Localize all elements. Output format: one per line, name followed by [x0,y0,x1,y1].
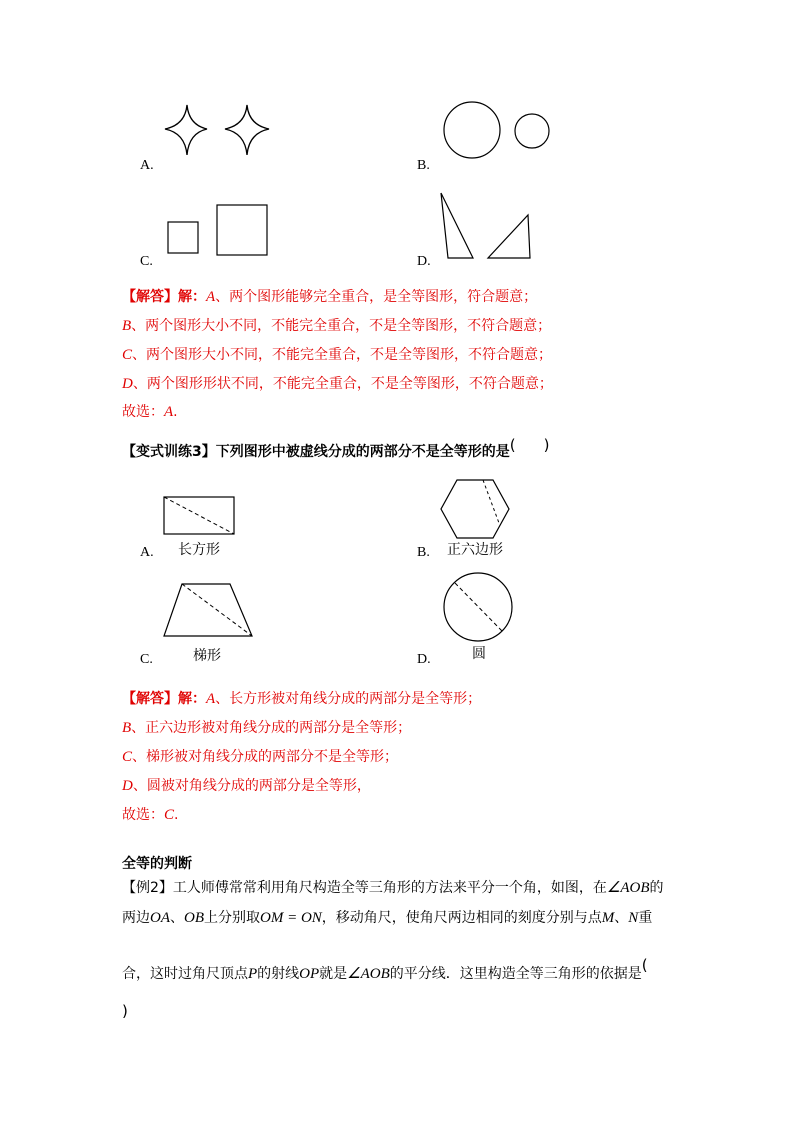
q1-option-c: C. [140,254,153,269]
text: 、梯形被对角线分成的两部分不是全等形； [132,749,399,765]
var: A [206,289,216,305]
example-line-1 [122,877,664,897]
tall-triangle [441,193,473,258]
choice: C [164,807,175,823]
text: 、正六边形被对角线分成的两部分是全等形； [131,720,412,736]
answer-tag: 【解答】解： [122,289,206,305]
square-pair [165,200,275,260]
text: 上分别取 [204,910,260,926]
q2-prompt-text: 【变式训练3】下列图形中被虚线分成的两部分不是全等形的是 [122,444,510,460]
q1-option-d: D. [417,254,431,269]
text: 的平分线．这里构造全等三角形的依据是 [389,966,642,982]
text: 的 [649,880,664,896]
text: 、两个图形大小不同，不能完全重合，不是全等图形，不符合题意； [132,347,553,363]
angle-aob: ∠AOB [606,880,650,896]
q1-answer-line-3 [122,344,552,364]
choice-suffix: . [174,807,179,823]
text: 的射线 [257,966,300,982]
q1-answer-choice [122,401,178,421]
q2-answer-line-1 [122,688,481,708]
q2-answer-choice [122,804,178,824]
example-line-3 [122,956,648,983]
four-point-star-pair [160,100,280,165]
q2-answer-line-2 [122,717,411,737]
text: 重 [638,910,653,926]
q1-answer-line-1 [122,286,537,306]
choice: A [164,404,174,420]
text: 、长方形被对角线分成的两部分是全等形； [215,691,482,707]
text: 、 [614,910,629,926]
q2-option-b: B. [417,545,430,560]
circle-figure [438,571,520,643]
q2-option-d: D. [417,652,431,667]
equation-om-on: OM = ON [260,910,322,926]
section-title: 全等的判断 [122,856,192,872]
text: 、两个图形能够完全重合，是全等图形，符合题意； [215,289,538,305]
var: B [122,318,132,334]
choice-suffix: . [173,404,178,420]
paren-open: ( [641,956,648,974]
var: A [206,691,216,707]
text: 、两个图形大小不同，不能完全重合，不是全等图形，不符合题意； [131,318,552,334]
point-m: M [601,910,615,926]
trapezoid-figure [160,580,260,642]
example-tag: 【例2】 [122,880,173,896]
q1-option-b: B. [417,158,430,173]
seg-oa: OA [150,910,170,926]
text: 合，这时过角尺顶点 [122,966,248,982]
var: C [122,749,133,765]
example-paren-close: ) [122,1002,128,1020]
angle-aob-2: ∠AOB [347,966,390,982]
point-n: N [628,910,639,926]
dashed-diagonal [164,497,234,534]
short-triangle [488,215,530,258]
dashed-diameter [455,583,502,631]
star-icon-2 [225,105,269,155]
shape-label-trapezoid: 梯形 [193,648,221,664]
q2-answer-line-3 [122,746,398,766]
q1-answer-line-4 [122,373,553,393]
hexagon-figure [437,475,517,545]
example-line-2 [122,907,652,927]
choice-prefix: 故选： [122,807,164,823]
q2-option-a: A. [140,545,154,560]
answer-tag: 【解答】解： [122,691,206,707]
paren-close: ) [543,436,550,454]
rectangle-figure [160,494,240,539]
text: 、 [170,910,184,926]
q2-prompt [122,436,550,461]
shape-label-hexagon: 正六边形 [447,542,503,558]
large-circle [444,102,500,158]
seg-ob: OB [184,910,204,926]
var: D [122,376,133,392]
large-square [217,205,267,255]
var: B [122,720,132,736]
circle-pair [440,98,560,163]
star-icon-1 [165,105,207,155]
text: ，移动角尺，使角尺两边相同的刻度分别与点 [321,910,602,926]
text: 、圆被对角线分成的两部分是全等形， [132,778,371,794]
paren-open: ( [509,436,516,454]
q2-answer-line-4 [122,775,371,795]
ray-op: OP [299,966,320,982]
shape-label-circle: 圆 [472,646,486,662]
shape-label-rectangle: 长方形 [178,542,220,558]
choice-prefix: 故选： [122,404,164,420]
q1-answer-line-2 [122,315,551,335]
triangle-pair [436,188,546,268]
q2-option-c: C. [140,652,153,667]
var: D [122,778,133,794]
small-circle [515,114,549,148]
text: 两边 [122,910,150,926]
small-square [168,222,198,253]
text: 工人师傅常常利用角尺构造全等三角形的方法来平分一个角，如图，在 [172,880,607,896]
text: 就是 [319,966,348,982]
point-p: P [248,966,258,982]
var: C [122,347,133,363]
q1-option-a: A. [140,158,154,173]
text: 、两个图形形状不同，不能完全重合，不是全等图形，不符合题意； [132,376,553,392]
